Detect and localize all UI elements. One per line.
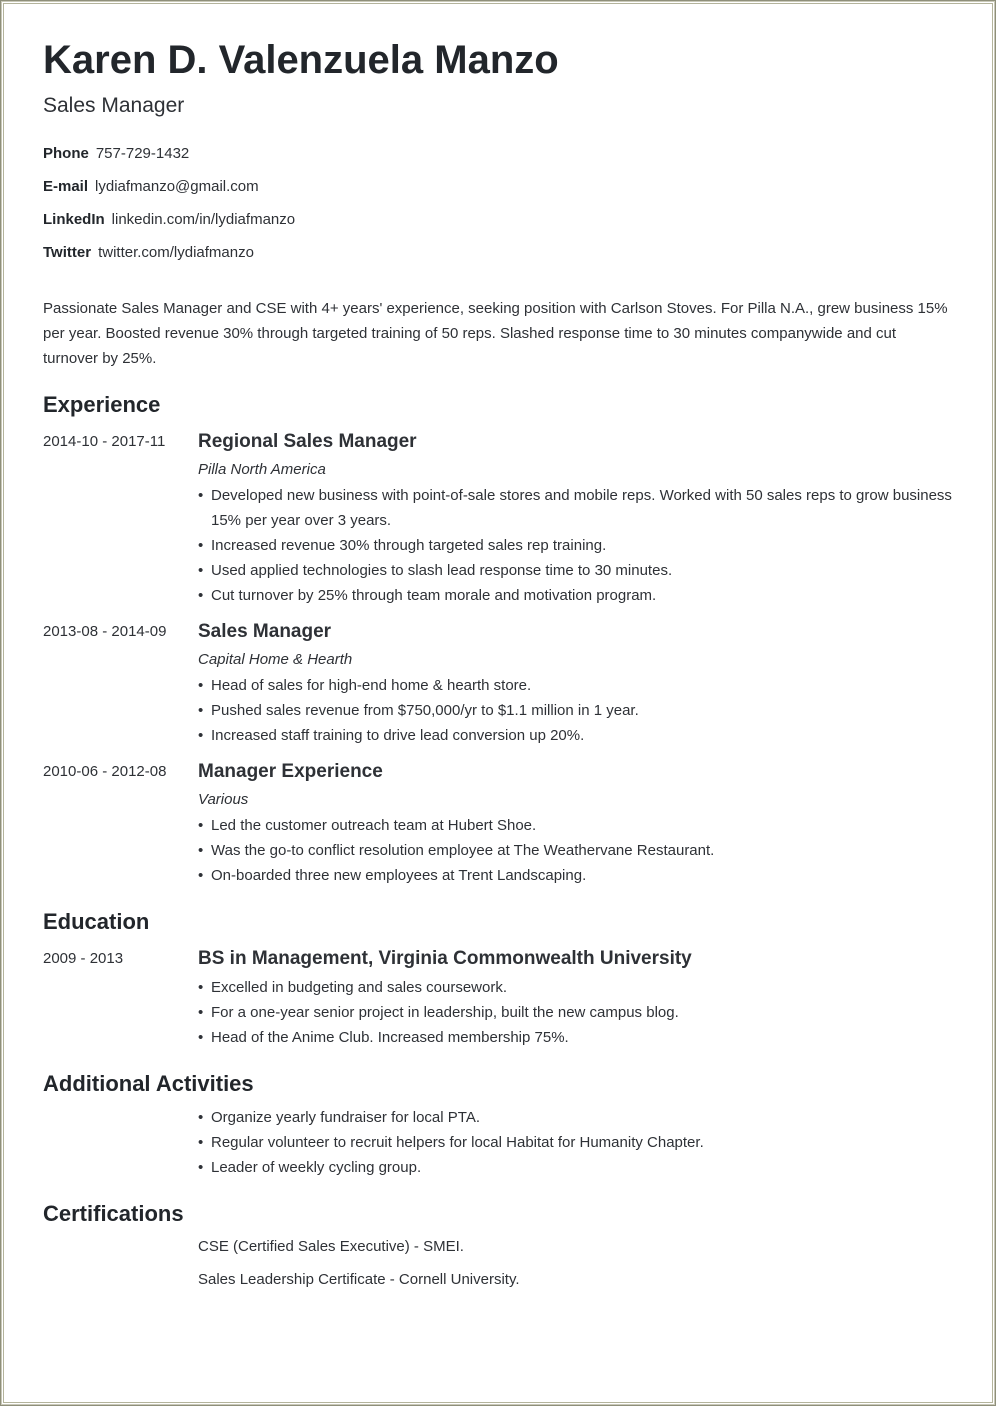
entry-bullets: [198, 1105, 955, 1180]
certification-item: CSE (Certified Sales Executive) - SMEI.: [198, 1238, 464, 1255]
certification-item: Sales Leadership Certificate - Cornell University.: [198, 1271, 520, 1288]
contact-label: Phone: [43, 145, 89, 162]
list-item: • Increased staff training to drive lead conversion up 20%.: [198, 723, 955, 748]
entry-bullets: [198, 483, 955, 608]
entry-degree: BS in Management, Virginia Commonwealth University: [198, 948, 692, 969]
contact-value: twitter.com/lydiafmanzo: [98, 244, 254, 261]
list-item: • Developed new business with point-of-sale stores and mobile reps. Worked with 50 sales reps to grow business 15% per year over 3 years.: [198, 483, 955, 533]
list-item: • Was the go-to conflict resolution employee at The Weathervane Restaurant.: [198, 838, 955, 863]
list-item: • Head of sales for high-end home & hearth store.: [198, 673, 955, 698]
list-item: • Led the customer outreach team at Hubert Shoe.: [198, 813, 955, 838]
contact-label: E-mail: [43, 178, 89, 195]
entry-company: Various: [198, 791, 249, 808]
contact-value: linkedin.com/in/lydiafmanzo: [111, 211, 296, 228]
entry-title: Sales Manager: [198, 621, 332, 642]
list-item: • Head of the Anime Club. Increased membership 75%.: [198, 1025, 955, 1050]
candidate-name: Karen D. Valenzuela Manzo: [43, 38, 559, 82]
list-item: • On-boarded three new employees at Trent Landscaping.: [198, 863, 955, 888]
list-item: • Used applied technologies to slash lead response time to 30 minutes.: [198, 558, 955, 583]
list-item: • Regular volunteer to recruit helpers for local Habitat for Humanity Chapter.: [198, 1130, 955, 1155]
contact-label: Twitter: [43, 244, 92, 261]
entry-bullets: [198, 673, 955, 748]
list-item: • For a one-year senior project in leadership, built the new campus blog.: [198, 1000, 955, 1025]
contact-linkedin: [43, 210, 295, 243]
section-title-experience: Experience: [43, 392, 161, 417]
contact-email: [43, 177, 295, 210]
contact-phone: [43, 144, 295, 177]
section-title-activities: Additional Activities: [43, 1071, 254, 1096]
entry-dates: 2014-10 - 2017-11: [43, 433, 166, 450]
section-title-education: Education: [43, 909, 150, 934]
section-title-certifications: Certifications: [43, 1201, 184, 1226]
list-item: • Excelled in budgeting and sales coursework.: [198, 975, 955, 1000]
list-item: • Organize yearly fundraiser for local PTA.: [198, 1105, 955, 1130]
entry-company: Capital Home & Hearth: [198, 651, 353, 668]
entry-title: Manager Experience: [198, 761, 383, 782]
list-item: • Cut turnover by 25% through team morale and motivation program.: [198, 583, 955, 608]
contact-value: lydiafmanzo@gmail.com: [95, 178, 259, 195]
contact-twitter: [43, 243, 295, 276]
contact-value: 757-729-1432: [95, 145, 190, 162]
entry-dates: 2009 - 2013: [43, 950, 124, 967]
entry-company: Pilla North America: [198, 461, 326, 478]
list-item: • Leader of weekly cycling group.: [198, 1155, 955, 1180]
entry-dates: 2013-08 - 2014-09: [43, 623, 167, 640]
list-item: • Increased revenue 30% through targeted sales rep training.: [198, 533, 955, 558]
summary-paragraph: Passionate Sales Manager and CSE with 4+ years' experience, seeking position with Carlson Stoves. For Pilla N.A., grew business 15% per year. Boosted revenue 30% through targeted training of 50 reps. Slashed response time to 30 minutes companywide and cut turnover by 25%.: [43, 300, 948, 367]
entry-title: Regional Sales Manager: [198, 431, 417, 452]
list-item: • Pushed sales revenue from $750,000/yr to $1.1 million in 1 year.: [198, 698, 955, 723]
entry-bullets: [198, 975, 955, 1050]
contact-list: [43, 144, 295, 276]
entry-bullets: [198, 813, 955, 888]
entry-dates: 2010-06 - 2012-08: [43, 763, 167, 780]
job-title: Sales Manager: [43, 94, 185, 117]
contact-label: LinkedIn: [43, 211, 105, 228]
